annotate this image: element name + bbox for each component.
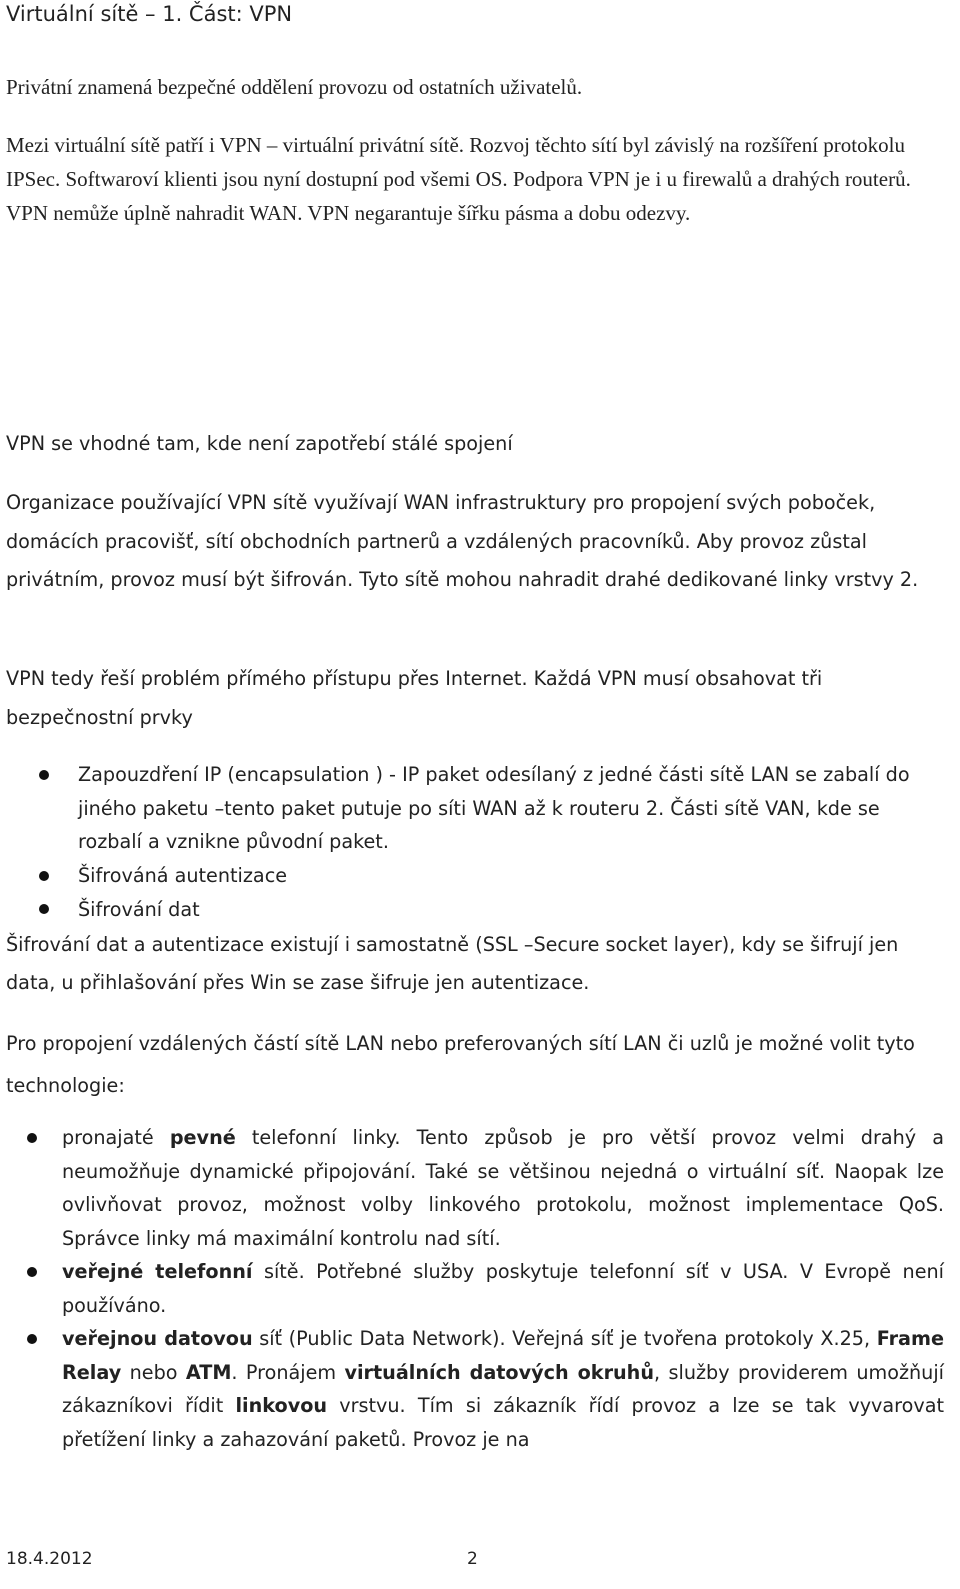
propojeni-paragraph: Pro propojení vzdálených částí sítě LAN nebo preferovaných sítí LAN či uzlů je možné volit tyto technologie: [6, 1032, 915, 1097]
list2-item-public-phone [62, 1255, 944, 1322]
list1-item-encryption: Šifrování dat [78, 898, 200, 921]
list1-item-authentication: Šifrováná autentizace [78, 864, 288, 887]
list2-item-public-data [62, 1322, 944, 1456]
list2-item3-bold4: virtuálních datových okruhů [344, 1360, 655, 1384]
list2-item1-pre: pronajaté [62, 1126, 170, 1149]
list2-item3-t4: , služby providerem umožňují zákazníkovi řídit [62, 1360, 944, 1417]
list2-item1-bold: pevné [169, 1126, 236, 1149]
list2-item2-bold: veřejné telefonní [62, 1260, 253, 1283]
list2-item3-bold5: linkovou [235, 1394, 328, 1417]
footer-page-number: 2 [467, 1549, 478, 1569]
bullet-icon [39, 770, 49, 780]
list2-item3-t1: síť (Public Data Network). Veřejná síť je tvořena protokoly X.25, [252, 1327, 877, 1350]
list2-item3-t3: . Pronájem [231, 1360, 345, 1384]
list2-item1-post: telefonní linky. Tento způsob je pro větší provoz velmi drahý a neumožňuje dynamické připojování. Také se většinou nejedná o virtuální síť. Naopak lze ovlivňovat provoz, možnost volby linkového protokolu, možnost implementace QoS. Správce linky má maximální kontrolu nad sítí. [62, 1126, 944, 1250]
section2-title: VPN se vhodné tam, kde není zapotřebí stálé spojení [6, 432, 513, 455]
section2-vpn-text: VPN tedy řeší problém přímého přístupu přes Internet. Každá VPN musí obsahovat tři bezpečnostní prvky [6, 667, 823, 729]
list2-item2-post: sítě. Potřebné služby poskytuje telefonní síť v USA. V Evropě není používáno. [62, 1260, 944, 1317]
list2-item3-t2: nebo [121, 1360, 186, 1384]
footer-date: 18.4.2012 [6, 1549, 93, 1569]
bullet-icon [39, 871, 49, 881]
list2-item3-bold3: ATM [185, 1360, 232, 1384]
section2-body: Organizace používající VPN sítě využívají WAN infrastruktury pro propojení svých poboček, domácích pracovišť, sítí obchodních partnerů a vzdálených pracovníků. Aby provoz zůstal privátním, provoz musí být šifrován. Tyto sítě mohou nahradit drahé dedikované linky vrstvy 2. [6, 491, 919, 591]
section1-body: Mezi virtuální sítě patří i VPN – virtuální privátní sítě. Rozvoj těchto sítí byl závislý na rozšíření protokolu IPSec. Softwaroví klienti jsou nyní dostupní pod všemi OS. Podpora VPN je i u firewalů a drahých routerů. VPN nemůže úplně nahradit WAN. VPN negarantuje šířku pásma a dobu odezvy. [6, 133, 911, 225]
bullet-icon [27, 1133, 37, 1143]
list1-item-encapsulation: Zapouzdření IP (encapsulation ) - IP paket odesílaný z jedné části sítě LAN se zabalí do jiného paketu –tento paket putuje po síti WAN až k routeru 2. Části sítě VAN, kde se rozbalí a vznikne původní paket. [78, 763, 910, 853]
bullet-icon [27, 1334, 37, 1344]
section1-intro: Privátní znamená bezpečné oddělení provozu od ostatních uživatelů. [6, 75, 583, 99]
bullet-icon [27, 1267, 37, 1277]
list2-item3-t5: vrstvu. Tím si zákazník řídí provoz a lze se tak vyvarovat přetížení linky a zahazování paketů. Provoz je na [62, 1394, 945, 1451]
bullet-icon [39, 904, 49, 914]
list2-item-leased-lines [62, 1121, 944, 1255]
list2-item3-bold2: Frame Relay [62, 1327, 944, 1384]
page-header-title: Virtuální sítě – 1. Část: VPN [6, 2, 293, 26]
encryption-paragraph: Šifrování dat a autentizace existují i samostatně (SSL –Secure socket layer), kdy se šifrují jen data, u přihlašování přes Win se zase šifruje jen autentizace. [6, 933, 899, 994]
list2-item3-bold1: veřejnou datovou [62, 1327, 253, 1350]
